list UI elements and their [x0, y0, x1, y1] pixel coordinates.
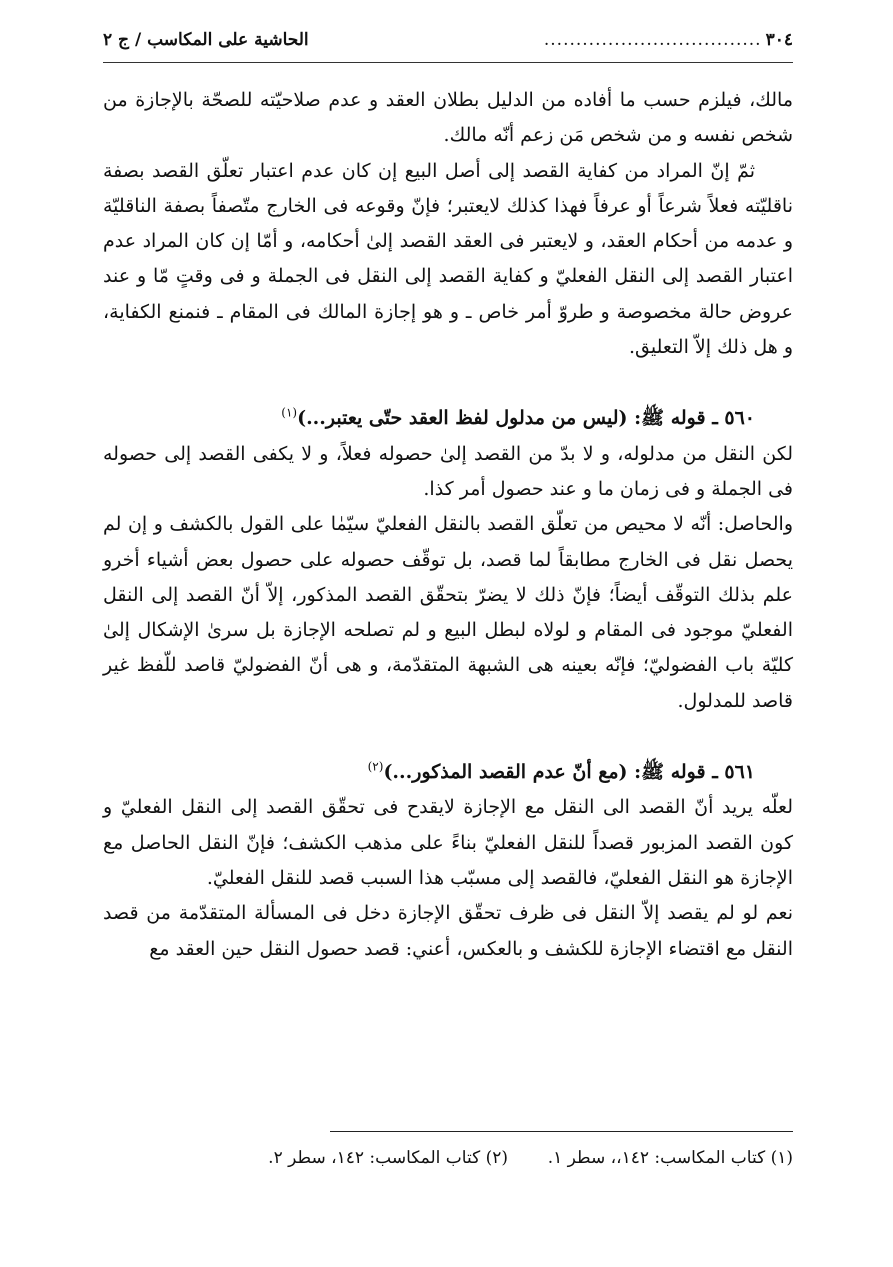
footnote-1: (١) كتاب المكاسب: ١٤٢،، سطر ١.: [547, 1148, 793, 1168]
paragraph: ثمّ إنّ المراد من كفاية القصد إلى أصل البيع إن كان عدم اعتبار تعلّق القصد بصفة ناقليّته فعلاً شرعاً أو عرفاً فهذا كذلك لايعتبر؛ فإنّ وقوعه فى الخارج متّصفاً بصفة الناقليّة و عدمه من أحكام العقد، و لايعتبر فى العقد القصد إلىٰ أحكامه، و أمّا إن كان المراد عدم اعتبار القصد إلى النقل الفعليّ و كفاية القصد إلى النقل فى الجملة و فى وقتٍ مّا و عند عروض حالة مخصوصة و طروّ أمر خاص ـ و هو إجازة المالك فى المقام ـ فنمنع الكفاية، و هل ذلك إلاّ التعليق.: [103, 159, 793, 359]
section-heading-text: ٥٦١ ـ قوله ﷺ: (مع أنّ عدم القصد المذكور...): [383, 761, 755, 784]
header-leader-dots: ..................................: [543, 30, 762, 50]
paragraph: والحاصل: أنّه لا محيص من تعلّق القصد بالنقل الفعليّ سيّمٰا على القول بالكشف و إن لم يحصل نقل فى الخارج مطابقاً لما قصد، بل توقّف حصوله على حصول بعض أشياء أخرو علم بذلك التوقّف أيضاً؛ فإنّ ذلك لا يضرّ بتحقّق القصد المذكور، إلاّ أنّ القصد إلى النقل الفعليّ موجود فى المقام و لولاه لبطل البيع و لم تصلحه الإجازة بل سرىٰ الإشكال إلىٰ كليّة باب الفضوليّ؛ فإنّه بعينه هى الشبهة المتقدّمة، و هى أنّ الفضوليّ قاصد للّفظ غير قاصد للمدلول.: [103, 513, 793, 712]
page-number: ٣٠٤: [765, 30, 793, 50]
paragraph-continuation: مالك، فيلزم حسب ما أفاده من الدليل بطلان العقد و عدم صلاحيّته للصحّة بالإجازة من شخص نفسه و من شخص مَن زعم أنّه مالك.: [103, 89, 793, 147]
footnote-reference-2: (٢): [367, 759, 384, 774]
footnote-divider: [330, 1131, 793, 1132]
paragraph: لعلّه يريد أنّ القصد الى النقل مع الإجازة لايقدح فى تحقّق القصد إلى النقل الفعليّ و كون القصد المزبور قصداً للنقل الفعليّ بناءً على مذهب الكشف؛ فإنّ النقل الحاصل مع الإجازة هو النقل الفعليّ، فالقصد إلى مسبّب هذا السبب قصد للنقل الفعليّ.: [103, 796, 793, 889]
footnote-reference-1: (١): [281, 406, 298, 421]
header-divider: [103, 62, 793, 63]
section-heading-560: [103, 401, 793, 436]
footnote-2: (٢) كتاب المكاسب: ١٤٢، سطر ٢.: [268, 1148, 508, 1168]
section-heading-561: [103, 755, 793, 790]
page-content: [103, 30, 793, 967]
main-text: [103, 83, 793, 967]
paragraph: لكن النقل من مدلوله، و لا بدّ من القصد إلىٰ حصوله فعلاً، و لا يكفى القصد إلى حصوله فى الجملة و فى زمان ما و عند حصول أمر كذا.: [103, 442, 793, 500]
paragraph: نعم لو لم يقصد إلاّ النقل فى ظرف تحقّق الإجازة دخل فى المسألة المتقدّمة من قصد النقل مع اقتضاء الإجازة للكشف و بالعكس، أعني: قصد حصول النقل حين العقد مع: [103, 902, 793, 960]
section-heading-text: ٥٦٠ ـ قوله ﷺ: (ليس من مدلول لفظ العقد حتّى يعتبر...): [297, 407, 755, 430]
header-title: الحاشية على المكاسب / ج ٢: [103, 30, 309, 50]
footnotes: [180, 1146, 793, 1170]
running-header: [103, 30, 793, 60]
